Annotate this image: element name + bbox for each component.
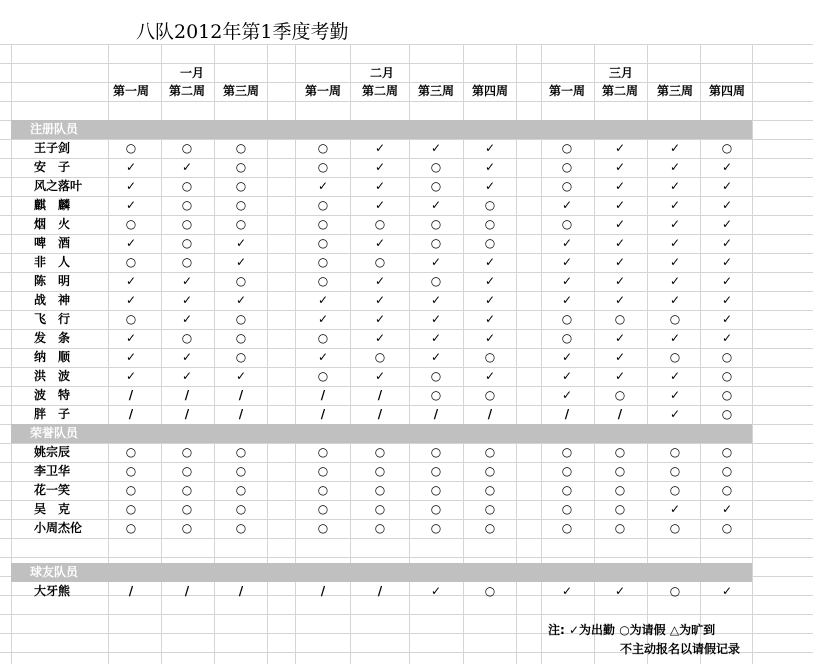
legend-line-1: 注: ✓为出勤 ○为请假 △为旷到 xyxy=(548,623,716,637)
leave-mark: ○ xyxy=(317,521,329,535)
week-header-mar-2: 第二周 xyxy=(601,84,638,98)
leave-mark: ○ xyxy=(669,445,681,459)
week-header-mar-4: 第四周 xyxy=(708,84,745,98)
leave-mark: ○ xyxy=(484,198,496,212)
present-mark: ✓ xyxy=(721,160,733,174)
present-mark: ✓ xyxy=(561,388,573,402)
section-band xyxy=(11,120,752,139)
leave-mark: ○ xyxy=(181,255,193,269)
leave-mark: ○ xyxy=(374,255,386,269)
present-mark: ✓ xyxy=(430,350,442,364)
leave-mark: ○ xyxy=(181,217,193,231)
member-name: 啤 酒 xyxy=(34,236,71,250)
member-name: 纳 顺 xyxy=(34,350,71,364)
week-header-feb-3: 第三周 xyxy=(417,84,454,98)
leave-mark: ○ xyxy=(235,502,247,516)
present-mark: ✓ xyxy=(669,293,681,307)
leave-mark: ○ xyxy=(181,483,193,497)
present-mark: ✓ xyxy=(669,274,681,288)
leave-mark: ○ xyxy=(430,521,442,535)
leave-mark: ○ xyxy=(430,445,442,459)
leave-mark: ○ xyxy=(235,141,247,155)
present-mark: ✓ xyxy=(430,293,442,307)
present-mark: ✓ xyxy=(125,198,137,212)
leave-mark: ○ xyxy=(430,217,442,231)
leave-mark: ○ xyxy=(235,331,247,345)
present-mark: ✓ xyxy=(125,331,137,345)
present-mark: ✓ xyxy=(721,198,733,212)
present-mark: ✓ xyxy=(614,179,626,193)
present-mark: ✓ xyxy=(614,331,626,345)
present-mark: ✓ xyxy=(561,274,573,288)
leave-mark: ○ xyxy=(374,483,386,497)
week-header-jan-1: 第一周 xyxy=(112,84,149,98)
leave-mark: ○ xyxy=(125,502,137,516)
member-name: 战 神 xyxy=(34,293,71,307)
week-header-mar-3: 第三周 xyxy=(656,84,693,98)
leave-mark: ○ xyxy=(561,331,573,345)
leave-mark: ○ xyxy=(561,521,573,535)
present-mark: ✓ xyxy=(561,293,573,307)
leave-mark: ○ xyxy=(669,350,681,364)
present-mark: ✓ xyxy=(374,331,386,345)
leave-mark: ○ xyxy=(484,236,496,250)
present-mark: ✓ xyxy=(614,255,626,269)
leave-mark: ○ xyxy=(317,331,329,345)
leave-mark: ○ xyxy=(181,331,193,345)
month-march: 三月 xyxy=(608,66,633,80)
leave-mark: ○ xyxy=(614,445,626,459)
present-mark: ✓ xyxy=(614,217,626,231)
present-mark: ✓ xyxy=(235,293,247,307)
leave-mark: ○ xyxy=(235,483,247,497)
member-name: 胖 子 xyxy=(34,407,71,421)
member-name: 安 子 xyxy=(34,160,71,174)
leave-mark: ○ xyxy=(430,464,442,478)
leave-mark: ○ xyxy=(317,198,329,212)
leave-mark: ○ xyxy=(484,350,496,364)
leave-mark: ○ xyxy=(614,312,626,326)
present-mark: ✓ xyxy=(374,369,386,383)
leave-mark: ○ xyxy=(317,274,329,288)
absent-mark: / xyxy=(617,407,623,421)
present-mark: ✓ xyxy=(181,274,193,288)
leave-mark: ○ xyxy=(561,502,573,516)
present-mark: ✓ xyxy=(614,236,626,250)
leave-mark: ○ xyxy=(561,179,573,193)
leave-mark: ○ xyxy=(484,388,496,402)
absent-mark: / xyxy=(433,407,439,421)
present-mark: ✓ xyxy=(374,236,386,250)
leave-mark: ○ xyxy=(235,198,247,212)
present-mark: ✓ xyxy=(721,584,733,598)
present-mark: ✓ xyxy=(374,198,386,212)
present-mark: ✓ xyxy=(561,369,573,383)
absent-mark: / xyxy=(487,407,493,421)
leave-mark: ○ xyxy=(669,464,681,478)
present-mark: ✓ xyxy=(669,217,681,231)
present-mark: ✓ xyxy=(484,293,496,307)
present-mark: ✓ xyxy=(317,312,329,326)
leave-mark: ○ xyxy=(181,141,193,155)
leave-mark: ○ xyxy=(125,483,137,497)
absent-mark: / xyxy=(238,388,244,402)
absent-mark: / xyxy=(184,388,190,402)
leave-mark: ○ xyxy=(125,217,137,231)
leave-mark: ○ xyxy=(235,464,247,478)
present-mark: ✓ xyxy=(721,312,733,326)
member-name: 飞 行 xyxy=(34,312,71,326)
leave-mark: ○ xyxy=(125,445,137,459)
present-mark: ✓ xyxy=(614,293,626,307)
present-mark: ✓ xyxy=(721,236,733,250)
leave-mark: ○ xyxy=(561,464,573,478)
week-header-feb-1: 第一周 xyxy=(304,84,341,98)
present-mark: ✓ xyxy=(721,255,733,269)
absent-mark: / xyxy=(377,407,383,421)
absent-mark: / xyxy=(184,584,190,598)
member-name: 发 条 xyxy=(34,331,71,345)
leave-mark: ○ xyxy=(235,179,247,193)
leave-mark: ○ xyxy=(181,464,193,478)
present-mark: ✓ xyxy=(374,160,386,174)
leave-mark: ○ xyxy=(430,236,442,250)
leave-mark: ○ xyxy=(614,388,626,402)
leave-mark: ○ xyxy=(317,464,329,478)
present-mark: ✓ xyxy=(614,584,626,598)
leave-mark: ○ xyxy=(374,350,386,364)
leave-mark: ○ xyxy=(430,160,442,174)
leave-mark: ○ xyxy=(317,141,329,155)
present-mark: ✓ xyxy=(561,584,573,598)
leave-mark: ○ xyxy=(125,312,137,326)
leave-mark: ○ xyxy=(561,445,573,459)
present-mark: ✓ xyxy=(374,141,386,155)
present-mark: ✓ xyxy=(669,141,681,155)
present-mark: ✓ xyxy=(125,369,137,383)
present-mark: ✓ xyxy=(721,179,733,193)
leave-mark: ○ xyxy=(235,312,247,326)
leave-mark: ○ xyxy=(181,502,193,516)
present-mark: ✓ xyxy=(317,179,329,193)
leave-mark: ○ xyxy=(614,483,626,497)
section-band xyxy=(11,563,752,582)
leave-mark: ○ xyxy=(430,388,442,402)
leave-mark: ○ xyxy=(721,141,733,155)
member-name: 烟 火 xyxy=(34,217,71,231)
absent-mark: / xyxy=(320,584,326,598)
week-header-feb-2: 第二周 xyxy=(361,84,398,98)
present-mark: ✓ xyxy=(721,502,733,516)
present-mark: ✓ xyxy=(484,141,496,155)
absent-mark: / xyxy=(377,584,383,598)
present-mark: ✓ xyxy=(614,350,626,364)
present-mark: ✓ xyxy=(614,160,626,174)
present-mark: ✓ xyxy=(125,293,137,307)
present-mark: ✓ xyxy=(430,331,442,345)
present-mark: ✓ xyxy=(561,255,573,269)
leave-mark: ○ xyxy=(235,521,247,535)
leave-mark: ○ xyxy=(561,217,573,231)
present-mark: ✓ xyxy=(669,369,681,383)
leave-mark: ○ xyxy=(181,445,193,459)
leave-mark: ○ xyxy=(484,584,496,598)
present-mark: ✓ xyxy=(235,369,247,383)
week-header-jan-3: 第三周 xyxy=(222,84,259,98)
absent-mark: / xyxy=(128,584,134,598)
present-mark: ✓ xyxy=(374,179,386,193)
present-mark: ✓ xyxy=(125,179,137,193)
leave-mark: ○ xyxy=(721,388,733,402)
leave-mark: ○ xyxy=(721,369,733,383)
section-label: 球友队员 xyxy=(30,565,79,579)
present-mark: ✓ xyxy=(430,255,442,269)
member-name: 花一笑 xyxy=(34,483,71,497)
absent-mark: / xyxy=(184,407,190,421)
present-mark: ✓ xyxy=(561,198,573,212)
leave-mark: ○ xyxy=(669,483,681,497)
leave-mark: ○ xyxy=(125,521,137,535)
member-name: 王子剑 xyxy=(34,141,71,155)
sheet-title: 八队2012年第1季度考勤 xyxy=(136,21,349,43)
present-mark: ✓ xyxy=(125,350,137,364)
present-mark: ✓ xyxy=(721,274,733,288)
leave-mark: ○ xyxy=(561,141,573,155)
present-mark: ✓ xyxy=(561,236,573,250)
week-header-feb-4: 第四周 xyxy=(471,84,508,98)
leave-mark: ○ xyxy=(181,236,193,250)
present-mark: ✓ xyxy=(721,331,733,345)
present-mark: ✓ xyxy=(125,236,137,250)
present-mark: ✓ xyxy=(181,293,193,307)
present-mark: ✓ xyxy=(484,255,496,269)
present-mark: ✓ xyxy=(125,274,137,288)
leave-mark: ○ xyxy=(561,483,573,497)
leave-mark: ○ xyxy=(614,502,626,516)
present-mark: ✓ xyxy=(484,312,496,326)
leave-mark: ○ xyxy=(235,217,247,231)
absent-mark: / xyxy=(238,407,244,421)
leave-mark: ○ xyxy=(484,502,496,516)
leave-mark: ○ xyxy=(721,445,733,459)
present-mark: ✓ xyxy=(374,293,386,307)
leave-mark: ○ xyxy=(430,274,442,288)
leave-mark: ○ xyxy=(721,521,733,535)
leave-mark: ○ xyxy=(125,464,137,478)
absent-mark: / xyxy=(320,388,326,402)
section-band xyxy=(11,424,752,443)
leave-mark: ○ xyxy=(317,255,329,269)
present-mark: ✓ xyxy=(669,331,681,345)
leave-mark: ○ xyxy=(235,445,247,459)
present-mark: ✓ xyxy=(430,198,442,212)
member-name: 李卫华 xyxy=(34,464,71,478)
leave-mark: ○ xyxy=(561,160,573,174)
leave-mark: ○ xyxy=(317,369,329,383)
absent-mark: / xyxy=(238,584,244,598)
leave-mark: ○ xyxy=(430,502,442,516)
present-mark: ✓ xyxy=(374,312,386,326)
leave-mark: ○ xyxy=(374,464,386,478)
leave-mark: ○ xyxy=(317,483,329,497)
leave-mark: ○ xyxy=(669,521,681,535)
member-name: 麒 麟 xyxy=(34,198,71,212)
month-january: 一月 xyxy=(179,66,204,80)
leave-mark: ○ xyxy=(235,350,247,364)
present-mark: ✓ xyxy=(614,369,626,383)
leave-mark: ○ xyxy=(721,464,733,478)
member-name: 吴 克 xyxy=(34,502,71,516)
leave-mark: ○ xyxy=(181,521,193,535)
absent-mark: / xyxy=(128,388,134,402)
present-mark: ✓ xyxy=(484,369,496,383)
leave-mark: ○ xyxy=(430,483,442,497)
present-mark: ✓ xyxy=(181,369,193,383)
leave-mark: ○ xyxy=(317,160,329,174)
present-mark: ✓ xyxy=(430,141,442,155)
leave-mark: ○ xyxy=(317,502,329,516)
leave-mark: ○ xyxy=(235,160,247,174)
present-mark: ✓ xyxy=(721,217,733,231)
leave-mark: ○ xyxy=(235,274,247,288)
leave-mark: ○ xyxy=(614,521,626,535)
present-mark: ✓ xyxy=(669,388,681,402)
present-mark: ✓ xyxy=(721,293,733,307)
absent-mark: / xyxy=(377,388,383,402)
member-name: 姚宗辰 xyxy=(34,445,71,459)
present-mark: ✓ xyxy=(669,198,681,212)
member-name: 波 特 xyxy=(34,388,71,402)
leave-mark: ○ xyxy=(317,236,329,250)
present-mark: ✓ xyxy=(181,160,193,174)
leave-mark: ○ xyxy=(484,217,496,231)
leave-mark: ○ xyxy=(430,369,442,383)
present-mark: ✓ xyxy=(614,141,626,155)
present-mark: ✓ xyxy=(317,293,329,307)
present-mark: ✓ xyxy=(669,502,681,516)
present-mark: ✓ xyxy=(484,331,496,345)
member-name: 洪 波 xyxy=(34,369,71,383)
section-label: 荣誉队员 xyxy=(30,426,79,440)
leave-mark: ○ xyxy=(669,312,681,326)
present-mark: ✓ xyxy=(484,160,496,174)
leave-mark: ○ xyxy=(181,179,193,193)
present-mark: ✓ xyxy=(374,274,386,288)
present-mark: ✓ xyxy=(669,236,681,250)
section-label: 注册队员 xyxy=(30,122,79,136)
month-february: 二月 xyxy=(369,66,394,80)
present-mark: ✓ xyxy=(181,312,193,326)
present-mark: ✓ xyxy=(669,407,681,421)
present-mark: ✓ xyxy=(235,236,247,250)
leave-mark: ○ xyxy=(374,445,386,459)
member-name: 大牙熊 xyxy=(34,584,71,598)
member-name: 非 人 xyxy=(34,255,71,269)
leave-mark: ○ xyxy=(669,584,681,598)
leave-mark: ○ xyxy=(484,483,496,497)
member-name: 风之落叶 xyxy=(34,179,83,193)
present-mark: ✓ xyxy=(235,255,247,269)
leave-mark: ○ xyxy=(374,502,386,516)
leave-mark: ○ xyxy=(317,445,329,459)
leave-mark: ○ xyxy=(125,141,137,155)
leave-mark: ○ xyxy=(561,312,573,326)
leave-mark: ○ xyxy=(721,407,733,421)
leave-mark: ○ xyxy=(317,217,329,231)
member-name: 小周杰伦 xyxy=(34,521,83,535)
present-mark: ✓ xyxy=(669,255,681,269)
present-mark: ✓ xyxy=(614,274,626,288)
week-header-mar-1: 第一周 xyxy=(548,84,585,98)
present-mark: ✓ xyxy=(484,274,496,288)
member-name: 陈 明 xyxy=(34,274,71,288)
present-mark: ✓ xyxy=(484,179,496,193)
leave-mark: ○ xyxy=(374,521,386,535)
present-mark: ✓ xyxy=(430,312,442,326)
leave-mark: ○ xyxy=(484,445,496,459)
present-mark: ✓ xyxy=(614,198,626,212)
leave-mark: ○ xyxy=(181,198,193,212)
present-mark: ✓ xyxy=(561,350,573,364)
leave-mark: ○ xyxy=(614,464,626,478)
leave-mark: ○ xyxy=(430,179,442,193)
absent-mark: / xyxy=(564,407,570,421)
leave-mark: ○ xyxy=(374,217,386,231)
present-mark: ✓ xyxy=(430,584,442,598)
present-mark: ✓ xyxy=(669,160,681,174)
leave-mark: ○ xyxy=(484,464,496,478)
leave-mark: ○ xyxy=(721,483,733,497)
absent-mark: / xyxy=(320,407,326,421)
present-mark: ✓ xyxy=(181,350,193,364)
present-mark: ✓ xyxy=(125,160,137,174)
leave-mark: ○ xyxy=(484,521,496,535)
legend-line-2: 不主动报名以请假记录 xyxy=(620,642,741,656)
present-mark: ✓ xyxy=(669,179,681,193)
present-mark: ✓ xyxy=(317,350,329,364)
week-header-jan-2: 第二周 xyxy=(168,84,205,98)
absent-mark: / xyxy=(128,407,134,421)
leave-mark: ○ xyxy=(721,350,733,364)
leave-mark: ○ xyxy=(125,255,137,269)
